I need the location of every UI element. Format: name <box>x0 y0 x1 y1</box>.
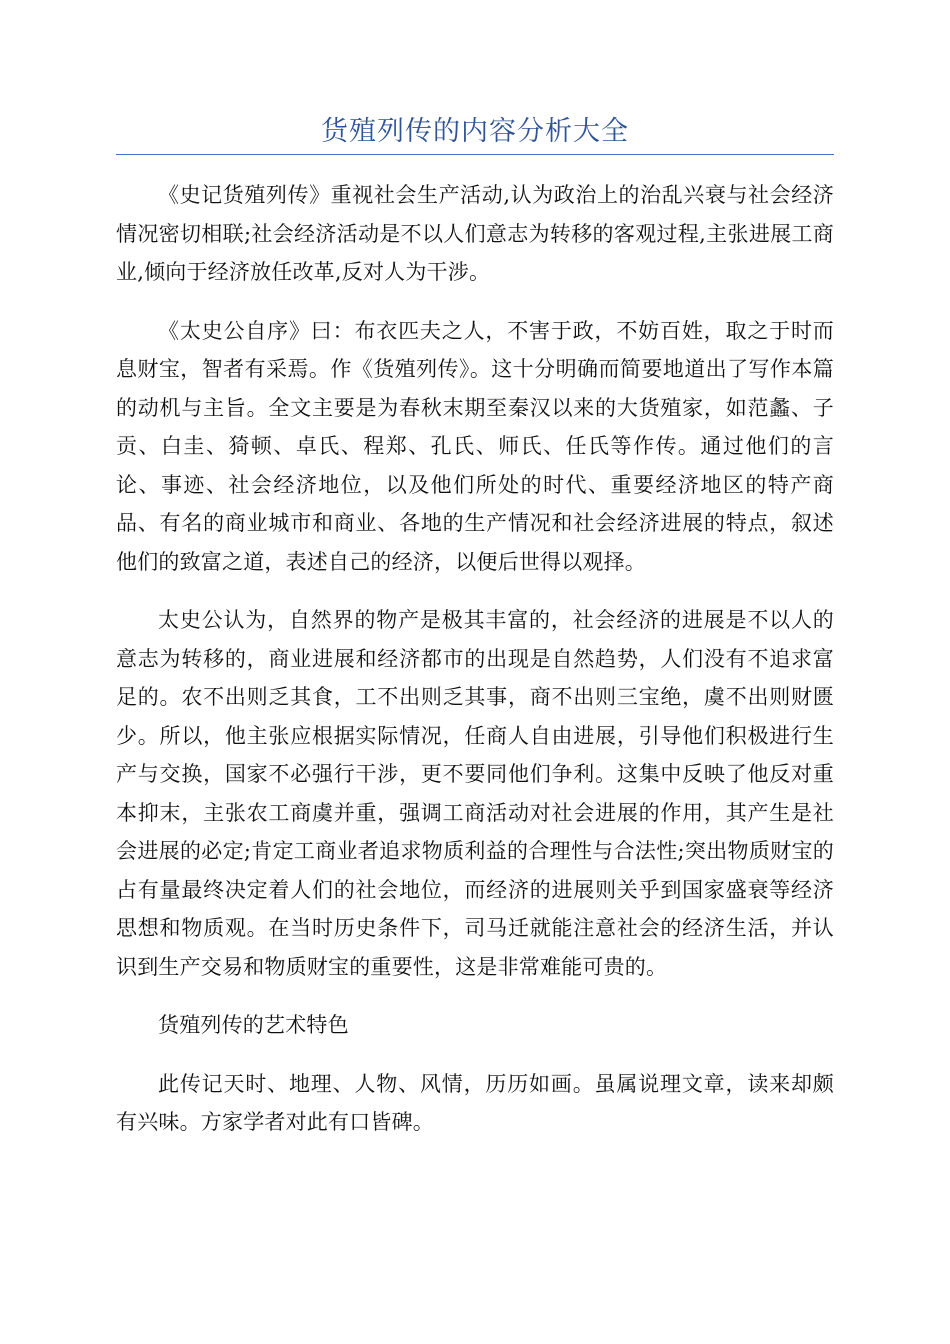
document-body <box>116 176 834 1162</box>
page-title: 货殖列传的内容分析大全 <box>321 116 629 147</box>
paragraph-analysis: 太史公认为，自然界的物产是极其丰富的，社会经济的进展是不以人的意志为转移的，商业进展和经济都市的出现是自然趋势，人们没有不追求富足的。农不出则乏其食，工不出则乏其事，商不出则三宝绝，虞不出则财匮少。所以，他主张应根据实际情况，任商人自由进展，引导他们积极进行生产与交换，国家不必强行干涉，更不要同他们争利。这集中反映了他反对重本抑末，主张农工商虞并重，强调工商活动对社会进展的作用，其产生是社会进展的必定;肯定工商业者追求物质利益的合理性与合法性;突出物质财宝的占有量最终决定着人们的社会地位，而经济的进展则关乎到国家盛衰等经济思想和物质观。在当时历史条件下，司马迁就能注意社会的经济生活，并认识到生产交易和物质财宝的重要性，这是非常难能可贵的。 <box>116 608 834 979</box>
paragraph-art: 此传记天时、地理、人物、风情，历历如画。虽属说理文章，读来却颇有兴味。方家学者对此有口皆碑。 <box>116 1071 834 1134</box>
paragraph-intro: 《史记货殖列传》重视社会生产活动,认为政治上的治乱兴衰与社会经济情况密切相联;社会经济活动是不以人们意志为转移的客观过程,主张进展工商业,倾向于经济放任改革,反对人为干涉。 <box>116 183 834 284</box>
section-heading-art: 货殖列传的艺术特色 <box>158 1013 349 1037</box>
title-underline <box>116 154 834 155</box>
paragraph-preface: 《太史公自序》曰：布衣匹夫之人，不害于政，不妨百姓，取之于时而息财宝，智者有采焉。作《货殖列传》。这十分明确而简要地道出了写作本篇的动机与主旨。全文主要是为春秋末期至秦汉以来的大货殖家，如范蠡、子贡、白圭、猗顿、卓氏、程郑、孔氏、师氏、任氏等作传。通过他们的言论、事迹、社会经济地位，以及他们所处的时代、重要经济地区的特产商品、有名的商业城市和商业、各地的生产情况和社会经济进展的特点，叙述他们的致富之道，表述自己的经济，以便后世得以观择。 <box>116 318 834 574</box>
